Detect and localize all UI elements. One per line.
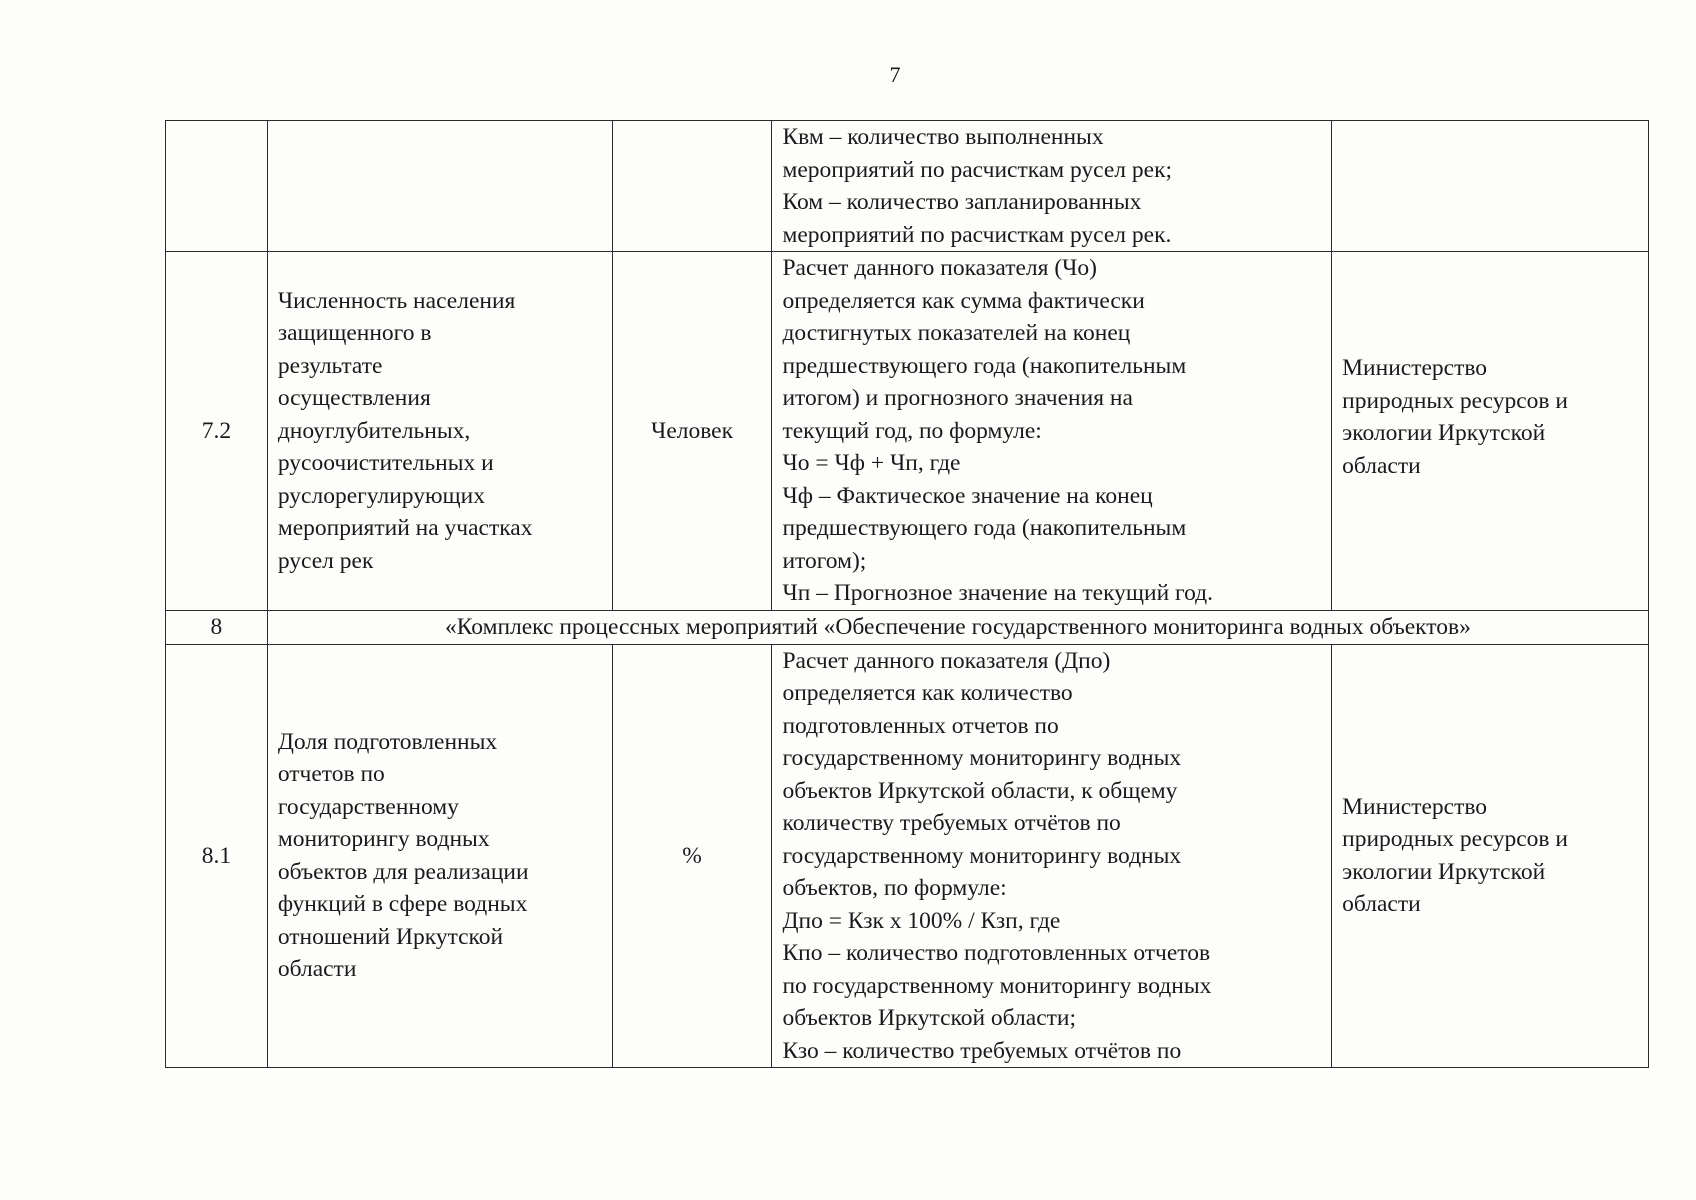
- indicator-name-cell: [267, 121, 612, 252]
- indicator-name-line: русел рек: [277, 547, 374, 574]
- method-line: Чо = Чф + Чп, где: [782, 450, 961, 476]
- indicator-name-line: Доля подготовленных: [277, 728, 498, 755]
- indicator-name-line: русоочистительных и: [277, 450, 494, 476]
- responsible-cell: [1332, 252, 1649, 611]
- method-line: предшествующего года (накопительным: [782, 352, 1187, 379]
- table-row-8-1: [166, 644, 1649, 1068]
- indicator-name-line: мероприятий на участках: [277, 515, 533, 541]
- method-line: Кпо – количество подготовленных отчетов: [782, 940, 1211, 966]
- responsible-line: природных ресурсов и: [1342, 387, 1568, 414]
- section-title: «Комплекс процессных мероприятий «Обеспечение государственного мониторинга водных объектов»: [267, 610, 1648, 644]
- method-line: текущий год, по формуле:: [782, 417, 1042, 444]
- method-line: предшествующего года (накопительным: [782, 515, 1187, 541]
- method-line: Расчет данного показателя (Чо): [782, 255, 1097, 281]
- responsible-line: экологии Иркутской: [1342, 858, 1546, 885]
- method-line: Расчет данного показателя (Дпо): [782, 647, 1111, 674]
- method-line: подготовленных отчетов по: [782, 712, 1059, 739]
- method-line: мероприятий по расчисткам русел рек.: [782, 221, 1172, 248]
- row-number-cell: 8.1: [166, 644, 268, 1068]
- responsible-line: Министерство: [1342, 793, 1488, 820]
- row-number-cell: [166, 121, 268, 252]
- row-number-cell: 7.2: [166, 252, 268, 611]
- method-line: объектов Иркутской области, к общему: [782, 777, 1178, 804]
- method-line: итогом) и прогнозного значения на: [782, 385, 1133, 411]
- responsible-line: природных ресурсов и: [1342, 826, 1568, 853]
- method-line: государственному мониторингу водных: [782, 745, 1182, 771]
- indicator-name-cell: [267, 644, 612, 1068]
- indicator-name-line: государственному: [277, 793, 459, 820]
- indicator-name-line: руслорегулирующих: [277, 482, 485, 509]
- method-line: определяется как количество: [782, 680, 1073, 706]
- method-line: мероприятий по расчисткам русел рек;: [782, 156, 1173, 183]
- method-line: количеству требуемых отчётов по: [782, 810, 1121, 836]
- method-line: Квм – количество выполненных: [782, 124, 1104, 150]
- method-line: Чп – Прогнозное значение на текущий год.: [782, 580, 1214, 606]
- method-line: государственному мониторингу водных: [782, 842, 1182, 869]
- method-cell: [772, 644, 1332, 1068]
- responsible-cell: [1332, 644, 1649, 1068]
- responsible-line: Министерство: [1342, 355, 1488, 381]
- method-line: Ком – количество запланированных: [782, 189, 1142, 215]
- method-line: объектов, по формуле:: [782, 875, 1007, 901]
- indicator-name-line: осуществления: [277, 385, 431, 411]
- indicators-table: [165, 120, 1649, 1068]
- method-line: достигнутых показателей на конец: [782, 320, 1131, 346]
- responsible-line: экологии Иркутской: [1342, 420, 1546, 446]
- indicator-name-line: отчетов по: [277, 761, 385, 788]
- table-row-section-8: [166, 610, 1649, 644]
- section-number-cell: 8: [166, 610, 268, 644]
- unit-cell: [612, 121, 772, 252]
- indicator-name-line: результате: [277, 352, 383, 379]
- indicator-name-line: дноуглубительных,: [277, 417, 471, 444]
- responsible-line: области: [1342, 452, 1421, 479]
- method-cell: [772, 121, 1332, 252]
- indicator-name-line: функций в сфере водных: [277, 891, 528, 918]
- indicator-name-line: защищенного в: [277, 320, 432, 346]
- indicator-name-line: отношений Иркутской: [277, 923, 504, 950]
- responsible-cell: [1332, 121, 1649, 252]
- table-row-7-2: [166, 252, 1649, 611]
- indicator-name-line: объектов для реализации: [277, 858, 529, 885]
- method-line: определяется как сумма фактически: [782, 287, 1145, 314]
- method-line: по государственному мониторингу водных: [782, 972, 1212, 999]
- indicator-name-cell: [267, 252, 612, 611]
- table-row-continuation: [166, 121, 1649, 252]
- indicator-name-line: области: [277, 956, 357, 983]
- indicator-name-line: Численность населения: [277, 287, 516, 314]
- page-number: 7: [889, 62, 901, 87]
- method-line: объектов Иркутской области;: [782, 1005, 1077, 1031]
- method-line: Чф – Фактическое значение на конец: [782, 482, 1153, 509]
- method-line: Кзо – количество требуемых отчётов по: [782, 1037, 1182, 1064]
- responsible-line: области: [1342, 891, 1421, 918]
- indicator-name-line: мониторингу водных: [277, 826, 490, 853]
- method-line: Дпо = Кзк x 100% / Кзп, где: [782, 907, 1061, 934]
- method-line: итогом);: [782, 547, 867, 574]
- unit-cell: %: [612, 644, 772, 1068]
- unit-cell: Человек: [612, 252, 772, 611]
- method-cell: [772, 252, 1332, 611]
